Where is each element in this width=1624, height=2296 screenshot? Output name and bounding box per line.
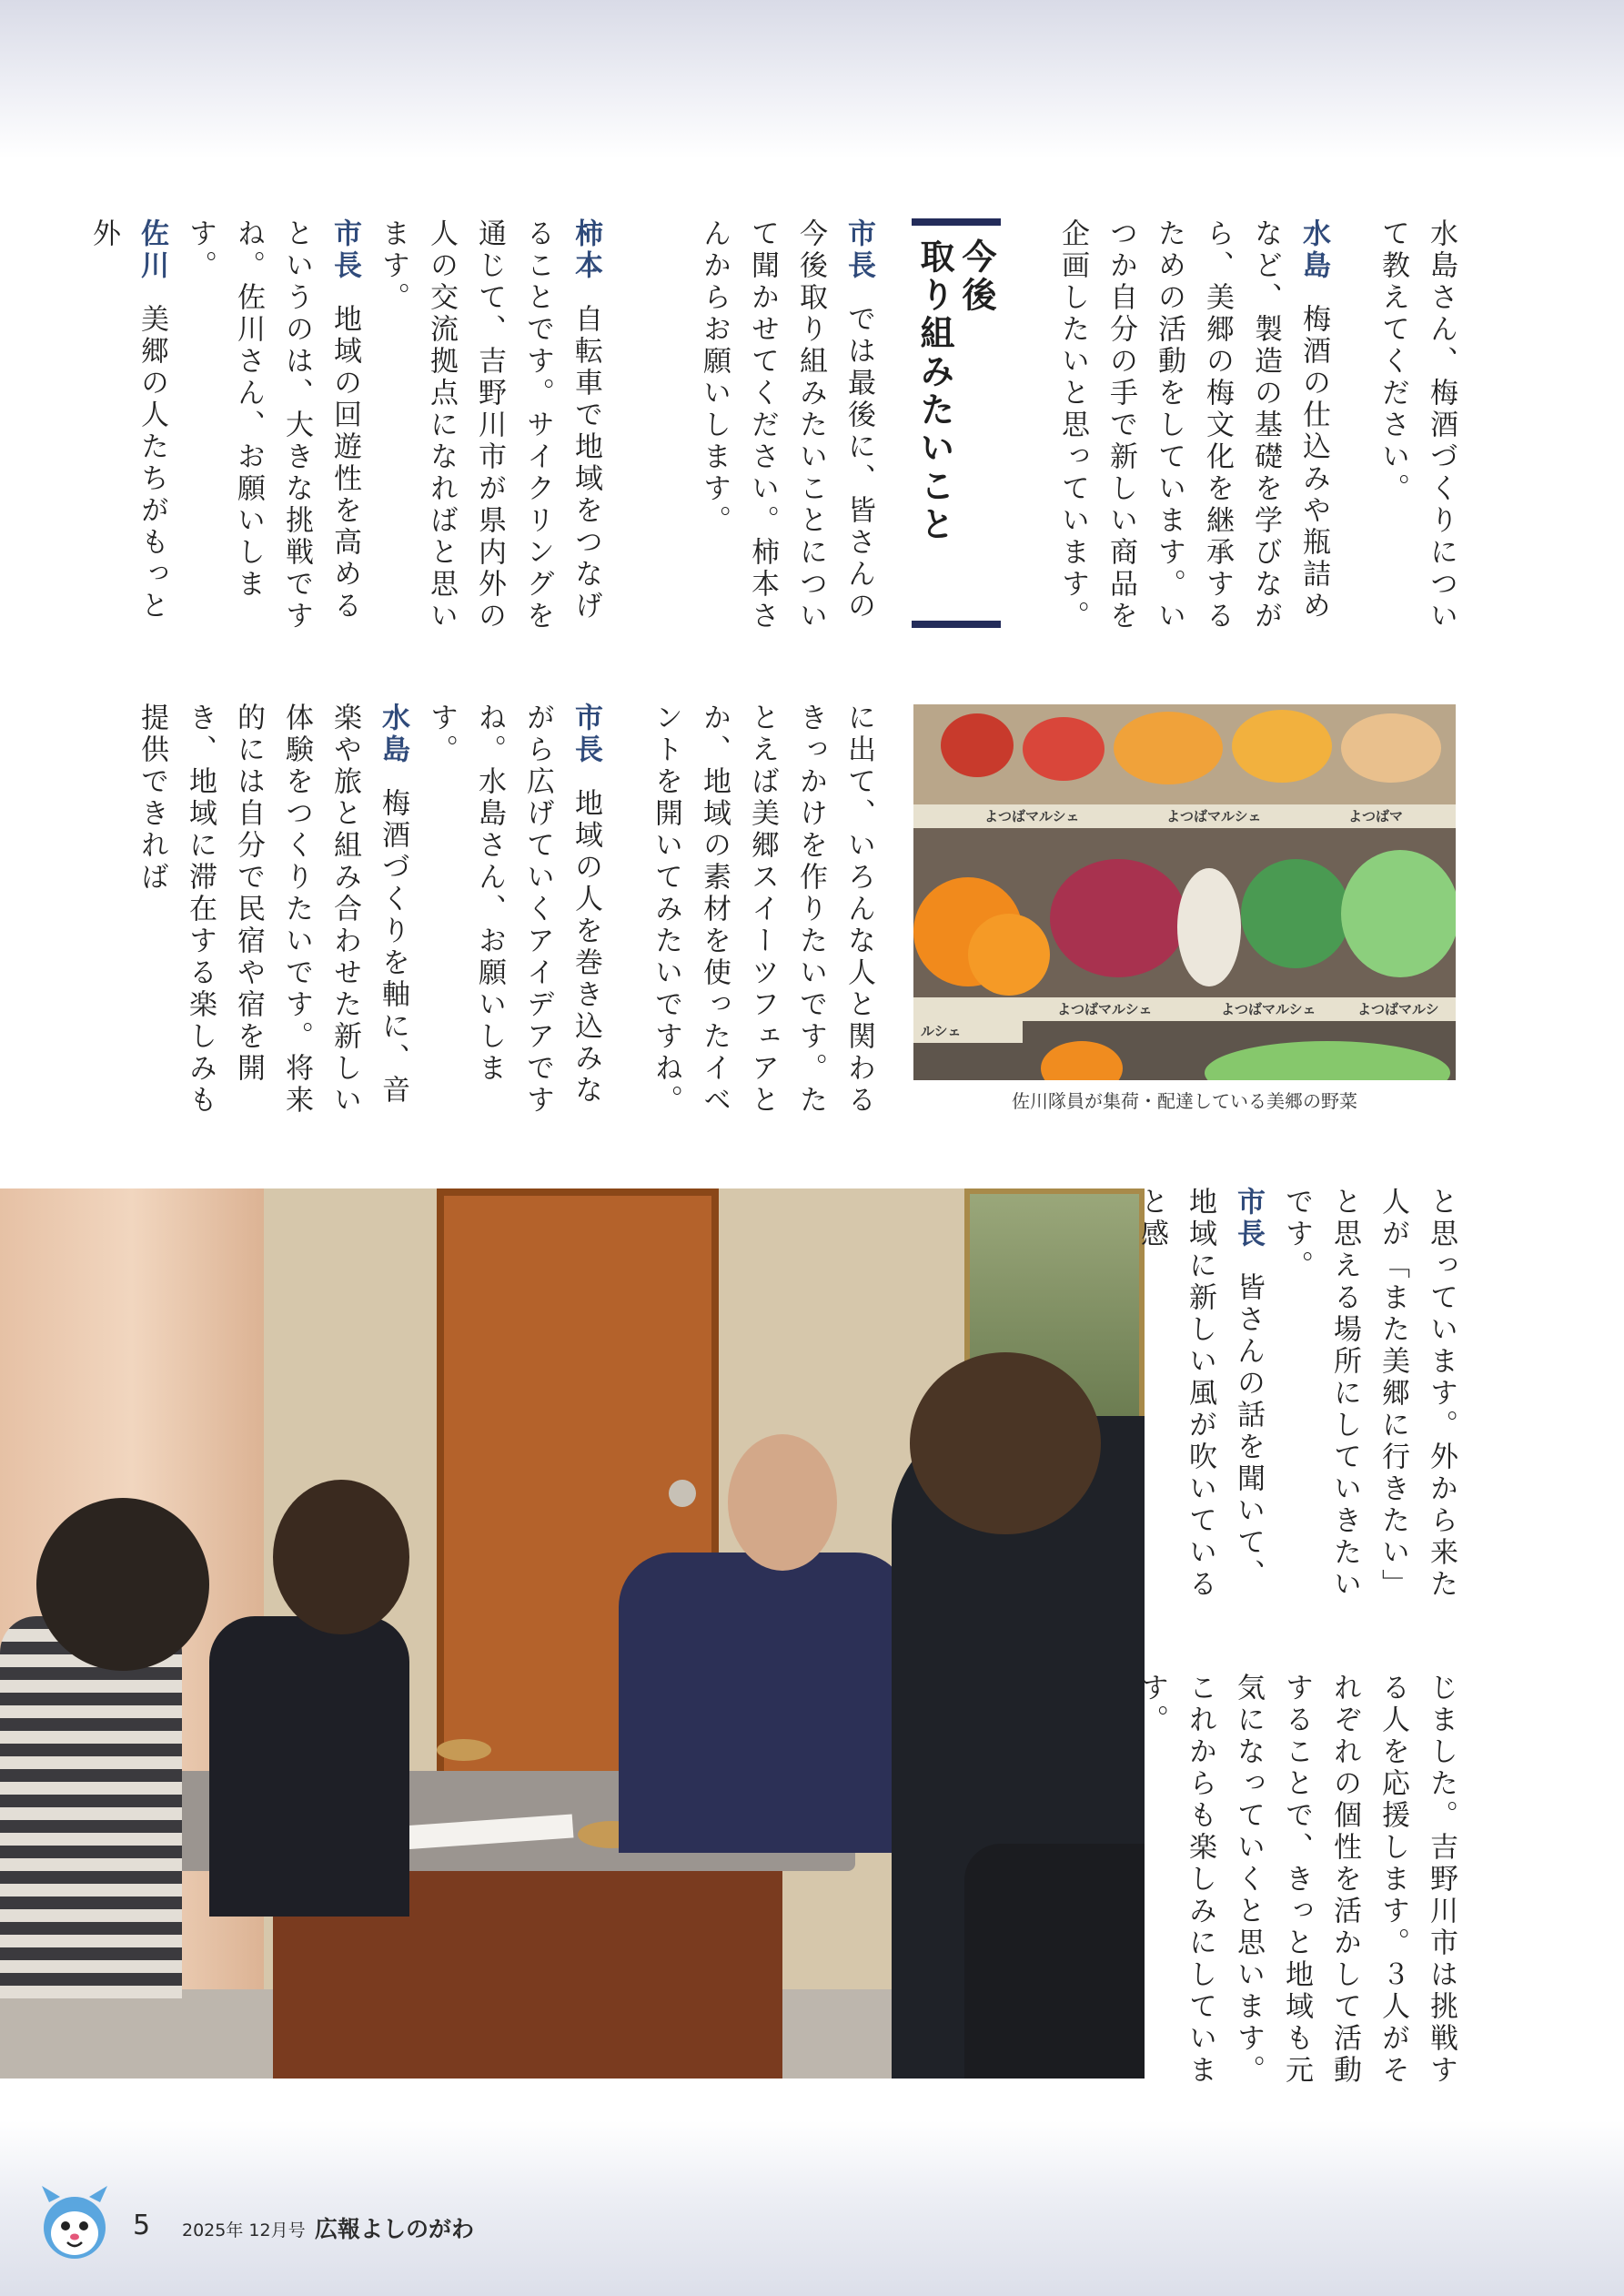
heading-text (915, 238, 997, 612)
shelf-tag: よつばマ (1348, 808, 1404, 824)
speaker-name: 佐川 (136, 218, 168, 282)
person-head (36, 1498, 209, 1671)
orange-pile (968, 914, 1050, 996)
heading-line-2: 取り組みたいこと (914, 238, 954, 544)
vegetables-photo (913, 704, 1456, 1080)
page-number: 5 (133, 2210, 151, 2241)
speech-text: 美郷の人たちがもっと外 (87, 218, 168, 622)
shelf-label-board (913, 997, 1456, 1021)
heading-line-1: 今後 (956, 238, 996, 315)
tomato-pack (941, 713, 1014, 777)
person-striped-shirt (0, 1616, 182, 1998)
text-column-1 (1365, 218, 1465, 637)
speech-text: 地域の人を巻き込みながら広げていくアイデアですね。水島さん、お願いします。 (425, 703, 602, 1117)
meeting-photo (0, 1188, 1145, 2079)
shelf-tag: ルシェ (921, 1023, 962, 1039)
person-head (273, 1480, 409, 1634)
text-column-3 (637, 218, 883, 637)
paragraph (127, 703, 417, 1121)
text-column-4 (87, 218, 610, 637)
text-column-7 (1135, 1187, 1465, 1605)
person-suit (619, 1553, 910, 1853)
paragraph: 水島さん、梅酒づくりについて教えてください。 (1377, 218, 1458, 632)
shelf-tag: よつばマルシ (1357, 1001, 1439, 1017)
speaker-name: 市長 (570, 703, 602, 766)
person-black-shirt (209, 1616, 409, 1917)
paragraph (417, 703, 610, 1121)
leather-sofa (964, 1844, 1145, 2079)
publication-name: 広報よしのがわ (315, 2216, 475, 2242)
sweet-potato-bag (1050, 859, 1186, 977)
tomato-pack (1023, 717, 1105, 781)
speaker-name: 柿本 (570, 218, 602, 282)
teacup (437, 1739, 491, 1761)
text-column-5 (637, 703, 883, 1121)
paragraph (1048, 218, 1337, 637)
shelf-tag: よつばマルシェ (1057, 1001, 1153, 1017)
heading-rule-bottom (912, 621, 1001, 628)
issue-label: 2025年 12月号 (182, 2220, 306, 2240)
paragraph (1127, 1673, 1465, 2091)
paragraph (641, 703, 883, 1121)
text-column-6 (136, 703, 610, 1121)
greens-bag (1241, 859, 1350, 968)
speech-text: じました。吉野川市は挑戦する人を応援します。３人がそれぞれの個性を活かして活動することで、きっと地域も元気になっていくと思います。これからも楽しみにしています。 (1135, 1673, 1458, 2087)
text-column-2 (1028, 218, 1337, 637)
speech-text: 梅酒の仕込みや瓶詰めなど、製造の基礎を学びながら、美郷の梅文化を継承するための活動をしています。いつか自分の手で新しい商品を企画したいと思っています。 (1056, 218, 1330, 632)
speaker-name: 市長 (842, 218, 875, 282)
speech-text: 梅酒づくりを軸に、音楽や旅と組み合わせた新しい体験をつくりたいです。将来的には自分で民宿や宿を開き、地域に滞在する楽しみも提供できれば (136, 703, 409, 1117)
shelf-tag: よつばマルシェ (1221, 1001, 1316, 1017)
vegetables-photo-caption: 佐川隊員が集荷・配達している美郷の野菜 (1012, 1090, 1357, 1112)
shelf-label-board (913, 804, 1456, 828)
door-knob (669, 1480, 696, 1507)
paragraph (1127, 1187, 1272, 1605)
paragraph (1272, 1187, 1465, 1605)
page-footer (36, 2184, 582, 2261)
speaker-name: 市長 (1232, 1187, 1265, 1250)
daikon-bag (1177, 868, 1241, 986)
potato-bag (1341, 713, 1441, 783)
speech-text: と思っています。外から来た人が「また美郷に行きたい」と思える場所にしていきたいです。 (1280, 1187, 1458, 1601)
shelf-label-board (913, 1019, 1023, 1043)
speech-text: 自転車で地域をつなげることです。サイクリングを通じて、吉野川市が県内外の人の交流拠点になればと思います。 (377, 218, 602, 632)
section-heading (912, 218, 1001, 628)
cabbage-pile (1341, 850, 1456, 977)
mascot-icon (36, 2184, 113, 2261)
citrus-bag (1232, 710, 1332, 783)
paragraph (368, 218, 610, 637)
paragraph (176, 218, 368, 637)
shelf-tag: よつばマルシェ (984, 808, 1080, 824)
header-band (0, 0, 1624, 159)
paragraph (79, 218, 176, 637)
text-column-8 (1135, 1673, 1465, 2091)
speech-text: 皆さんの話を聞いて、地域に新しい風が吹いていると感 (1135, 1187, 1265, 1601)
speaker-name: 水島 (1297, 218, 1330, 282)
speech-text: 地域の回遊性を高めるというのは、大きな挑戦ですね。佐川さん、お願いします。 (184, 218, 361, 632)
citrus-bag (1114, 712, 1223, 784)
heading-rule-top (912, 218, 1001, 226)
speech-text: では最後に、皆さんの今後取り組みたいことについて聞かせてください。柿本さんからお願いします。 (698, 218, 875, 632)
speaker-name: 市長 (328, 218, 361, 282)
person-head (910, 1352, 1101, 1534)
person-head (728, 1434, 837, 1571)
speech-text: に出て、いろんな人と関わるきっかけを作りたいです。たとえば美郷スイーツフェアとか、地域の素材を使ったイベントを開いてみたいですね。 (650, 703, 875, 1117)
speaker-name: 水島 (377, 703, 409, 766)
shelf-tag: よつばマルシェ (1166, 808, 1262, 824)
paragraph (690, 218, 883, 637)
